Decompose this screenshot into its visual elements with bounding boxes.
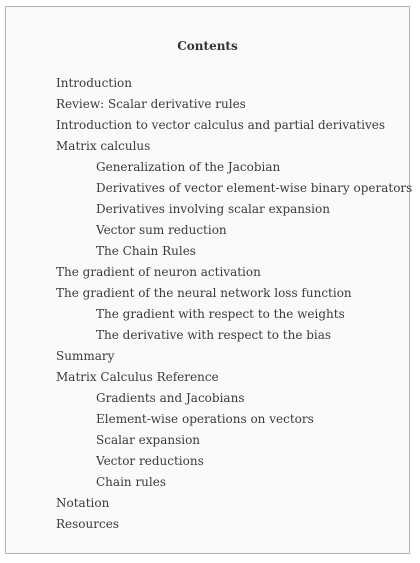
toc-link-matrix-calculus[interactable]: Matrix calculus xyxy=(56,139,151,153)
toc-link-vector-reductions[interactable]: Vector reductions xyxy=(96,454,204,468)
toc-link-review-scalar-derivative-rules[interactable]: Review: Scalar derivative rules xyxy=(56,97,246,111)
toc-link-gradient-weights[interactable]: The gradient with respect to the weights xyxy=(96,307,345,321)
toc-link-gradients-jacobians[interactable]: Gradients and Jacobians xyxy=(96,391,245,405)
toc-link-generalization-jacobian[interactable]: Generalization of the Jacobian xyxy=(96,160,281,174)
toc-link-introduction[interactable]: Introduction xyxy=(56,76,132,90)
toc-link-gradient-neuron-activation[interactable]: The gradient of neuron activation xyxy=(56,265,261,279)
toc-link-elementwise-binary-operators[interactable]: Derivatives of vector element-wise binary operators xyxy=(96,181,413,195)
toc-link-matrix-calculus-reference[interactable]: Matrix Calculus Reference xyxy=(56,370,219,384)
toc-link-elementwise-operations[interactable]: Element-wise operations on vectors xyxy=(96,412,314,426)
toc-list xyxy=(56,73,412,535)
toc-link-notation[interactable]: Notation xyxy=(56,496,110,510)
toc-link-gradient-loss-function[interactable]: The gradient of the neural network loss function xyxy=(56,286,352,300)
toc-title: Contents xyxy=(177,39,238,53)
toc-link-chain-rules[interactable]: Chain rules xyxy=(96,475,167,489)
toc-link-intro-vector-calculus[interactable]: Introduction to vector calculus and partial derivatives xyxy=(56,118,385,132)
toc-link-scalar-expansion-derivatives[interactable]: Derivatives involving scalar expansion xyxy=(96,202,330,216)
toc-link-summary[interactable]: Summary xyxy=(56,349,115,363)
toc-link-chain-rules-section[interactable]: The Chain Rules xyxy=(96,244,196,258)
toc-link-derivative-bias[interactable]: The derivative with respect to the bias xyxy=(96,328,332,342)
toc-link-resources[interactable]: Resources xyxy=(56,517,119,531)
toc-link-scalar-expansion[interactable]: Scalar expansion xyxy=(96,433,201,447)
table-of-contents xyxy=(5,6,413,554)
toc-link-vector-sum-reduction[interactable]: Vector sum reduction xyxy=(96,223,227,237)
